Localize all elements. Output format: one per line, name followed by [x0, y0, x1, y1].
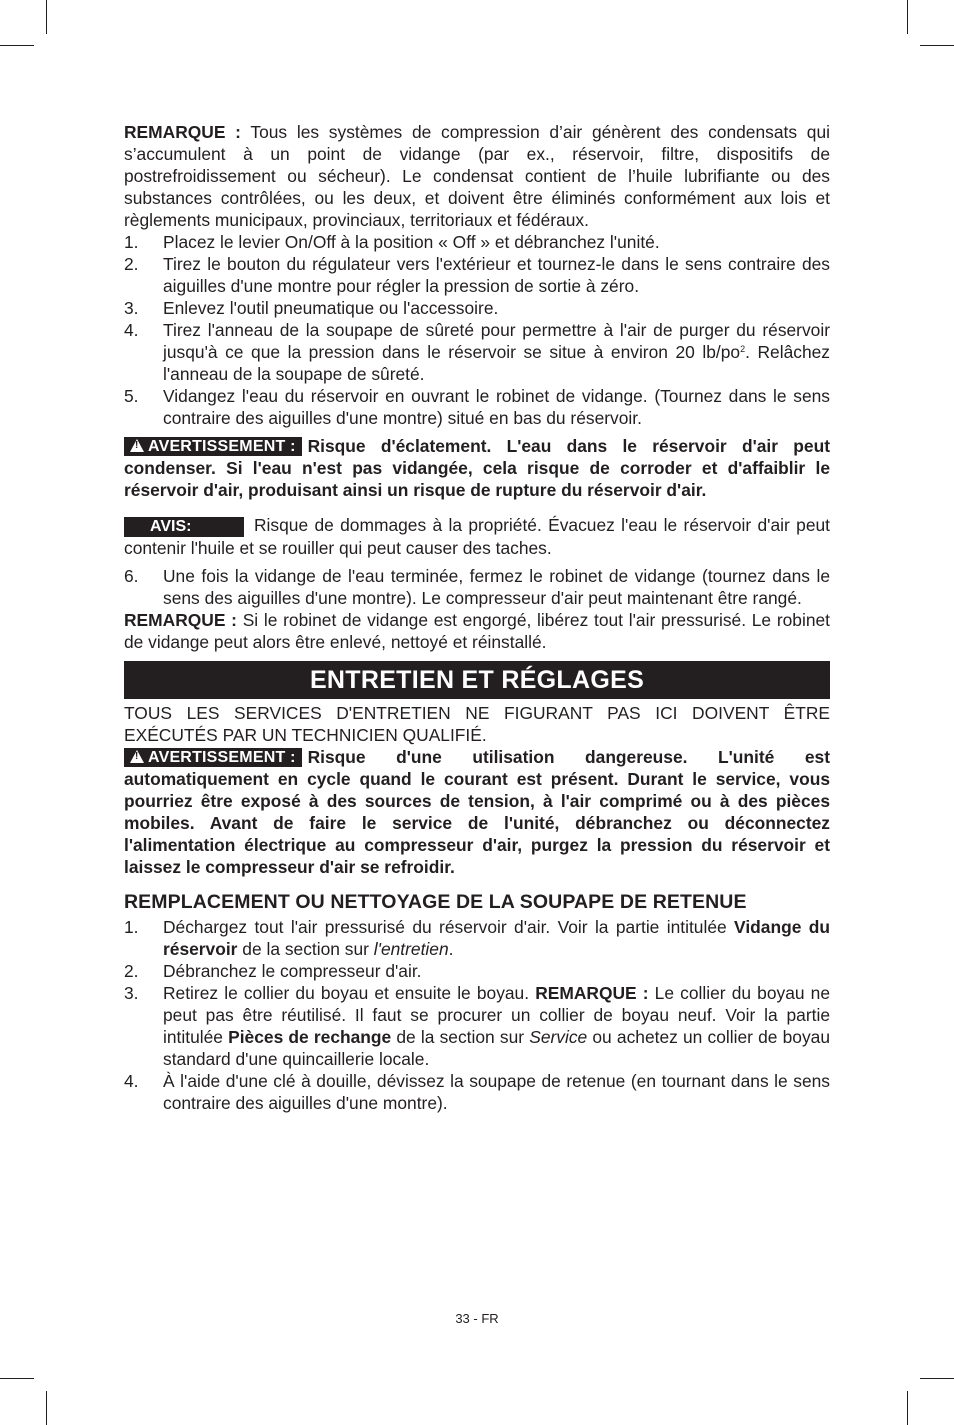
step-text: de la section sur: [391, 1027, 530, 1047]
step-number: 1.: [124, 917, 139, 937]
warning-triangle-icon: [130, 750, 144, 763]
crop-mark: [0, 1378, 34, 1379]
warning-triangle-icon: [130, 439, 144, 452]
step-text: Retirez le collier du boyau et ensuite le boyau.: [163, 983, 536, 1003]
step-text: . Relâchez l'anneau de la soupape de sûreté.: [163, 342, 830, 384]
step-text: À l'aide d'une clé à douille, dévissez la soupape de retenue (en tournant dans le sens contraire des aiguilles d'une montre).: [163, 1071, 830, 1113]
crop-mark: [907, 0, 908, 34]
drain-steps-list-continued: [124, 565, 830, 609]
step-text: de la section sur: [237, 939, 374, 959]
step-reference: Pièces de rechange: [228, 1027, 392, 1047]
step-text: Le collier du boyau ne peut pas être réutilisé. Il faut se procurer un collier de boyau neuf. Voir la partie intitulée: [163, 983, 830, 1047]
page-number: 33 - FR: [455, 1311, 499, 1326]
warning-badge-label: AVERTISSEMENT :: [148, 438, 296, 455]
list-item: [124, 253, 830, 297]
notice-block: [124, 514, 830, 559]
crop-mark: [0, 45, 34, 46]
warning-text: Risque d'une utilisation dangereuse. L'unité est automatiquement en cycle quand le courant est présent. Durant le service, vous pourriez être exposé à des sources de tension, à l'air comprimé ou à des pièces mobiles. Avant de faire le service de l'unité, débranchez ou déconnectez l'alimentation électrique au compresseur d'air, purgez la pression du réservoir et laissez le compresseur d'air se refroidir.: [124, 747, 830, 877]
step-number: 4.: [124, 1071, 139, 1091]
step-text: Une fois la vidange de l'eau terminée, fermez le robinet de vidange (tournez dans le sens des aiguilles d'une montre). Le compresseur d'air peut maintenant être rangé.: [163, 566, 830, 608]
drain-steps-list: [124, 231, 830, 429]
warning-block: [124, 435, 830, 501]
superscript: 2: [740, 344, 746, 354]
note-text: Si le robinet de vidange est engorgé, libérez tout l'air pressurisé. Le robinet de vidange peut alors être enlevé, nettoyé et réinstallé.: [124, 610, 830, 652]
crop-mark: [907, 1391, 908, 1425]
step-text: Vidangez l'eau du réservoir en ouvrant le robinet de vidange. (Tournez dans le sens contraire des aiguilles d'une montre) situé en bas du réservoir.: [163, 386, 830, 428]
warning-badge: [124, 748, 302, 767]
notice-text: Risque de dommages à la propriété. Évacuez l'eau le réservoir d'air peut contenir l'huile et se rouiller qui peut causer des taches.: [124, 515, 830, 558]
step-text: ou achetez un collier de boyau standard d'une quincaillerie locale.: [163, 1027, 830, 1069]
list-item: [124, 982, 830, 1070]
step-number: 4.: [124, 320, 139, 340]
step-number: 3.: [124, 298, 139, 318]
step-reference: Vidange du réservoir: [163, 917, 830, 959]
crop-mark: [46, 0, 47, 34]
step-text: Placez le levier On/Off à la position « Off » et débranchez l'unité.: [163, 232, 660, 252]
list-item: [124, 231, 830, 253]
valve-steps-list: [124, 916, 830, 1114]
step-text: Débranchez le compresseur d'air.: [163, 961, 422, 981]
step-text: Déchargez tout l'air pressurisé du réservoir d'air. Voir la partie intitulée: [163, 917, 735, 937]
step-reference-italic: l'entretien: [373, 939, 449, 959]
list-item: [124, 960, 830, 982]
crop-mark: [46, 1391, 47, 1425]
subsection-heading: REMPLACEMENT OU NETTOYAGE DE LA SOUPAPE DE RETENUE: [124, 891, 747, 913]
step-number: 1.: [124, 232, 139, 252]
note-label: REMARQUE :: [535, 983, 649, 1003]
step-number: 3.: [124, 983, 139, 1003]
list-item: [124, 319, 830, 385]
step-text: Tirez l'anneau de la soupape de sûreté pour permettre à l'air de purger du réservoir jusqu'à ce que la pression dans le réservoir se situe à environ 20 lb/po: [163, 320, 830, 362]
step-reference-italic: Service: [529, 1027, 588, 1047]
crop-mark: [920, 1378, 954, 1379]
step-number: 6.: [124, 566, 139, 586]
warning-text: Risque d'éclatement. L'eau dans le réservoir d'air peut condenser. Si l'eau n'est pas vidangée, cela risque de corroder et d'affaiblir le réservoir d'air, produisant ainsi un risque de rupture du réservoir d'air.: [124, 436, 830, 500]
section-intro: TOUS LES SERVICES D'ENTRETIEN NE FIGURANT PAS ICI DOIVENT ÊTRE EXÉCUTÉS PAR UN TECHNICIEN QUALIFIÉ.: [124, 703, 830, 745]
note-text: Tous les systèmes de compression d’air génèrent des condensats qui s’accumulent à un point de vidange (par ex., réservoir, filtre, dispositifs de postrefroidissement ou sécheur). Le condensat contient de l’huile lubrifiante ou des substances contrôlées, ou les deux, et doivent être éliminés conformément aux lois et règlements municipaux, provinciaux, territoriaux et fédéraux.: [124, 122, 830, 230]
note-label: REMARQUE :: [124, 122, 241, 142]
notice-badge: AVIS:: [124, 517, 244, 537]
step-text: .: [448, 939, 454, 959]
step-number: 2.: [124, 961, 139, 981]
list-item: [124, 916, 830, 960]
list-item: [124, 385, 830, 429]
list-item: [124, 297, 830, 319]
step-number: 2.: [124, 254, 139, 274]
list-item: [124, 565, 830, 609]
step-number: 5.: [124, 386, 139, 406]
note-paragraph: [124, 609, 830, 653]
warning-block: [124, 746, 830, 878]
step-text: Enlevez l'outil pneumatique ou l'accessoire.: [163, 298, 499, 318]
note-paragraph: [124, 121, 830, 231]
section-heading: ENTRETIEN ET RÉGLAGES: [124, 661, 830, 699]
crop-mark: [920, 45, 954, 46]
warning-badge: [124, 437, 302, 456]
warning-badge-label: AVERTISSEMENT :: [148, 749, 296, 766]
note-label: REMARQUE :: [124, 610, 237, 630]
page-content: [124, 121, 830, 1114]
step-text: Tirez le bouton du régulateur vers l'extérieur et tournez-le dans le sens contraire des aiguilles d'une montre pour régler la pression de sortie à zéro.: [163, 254, 830, 296]
list-item: [124, 1070, 830, 1114]
